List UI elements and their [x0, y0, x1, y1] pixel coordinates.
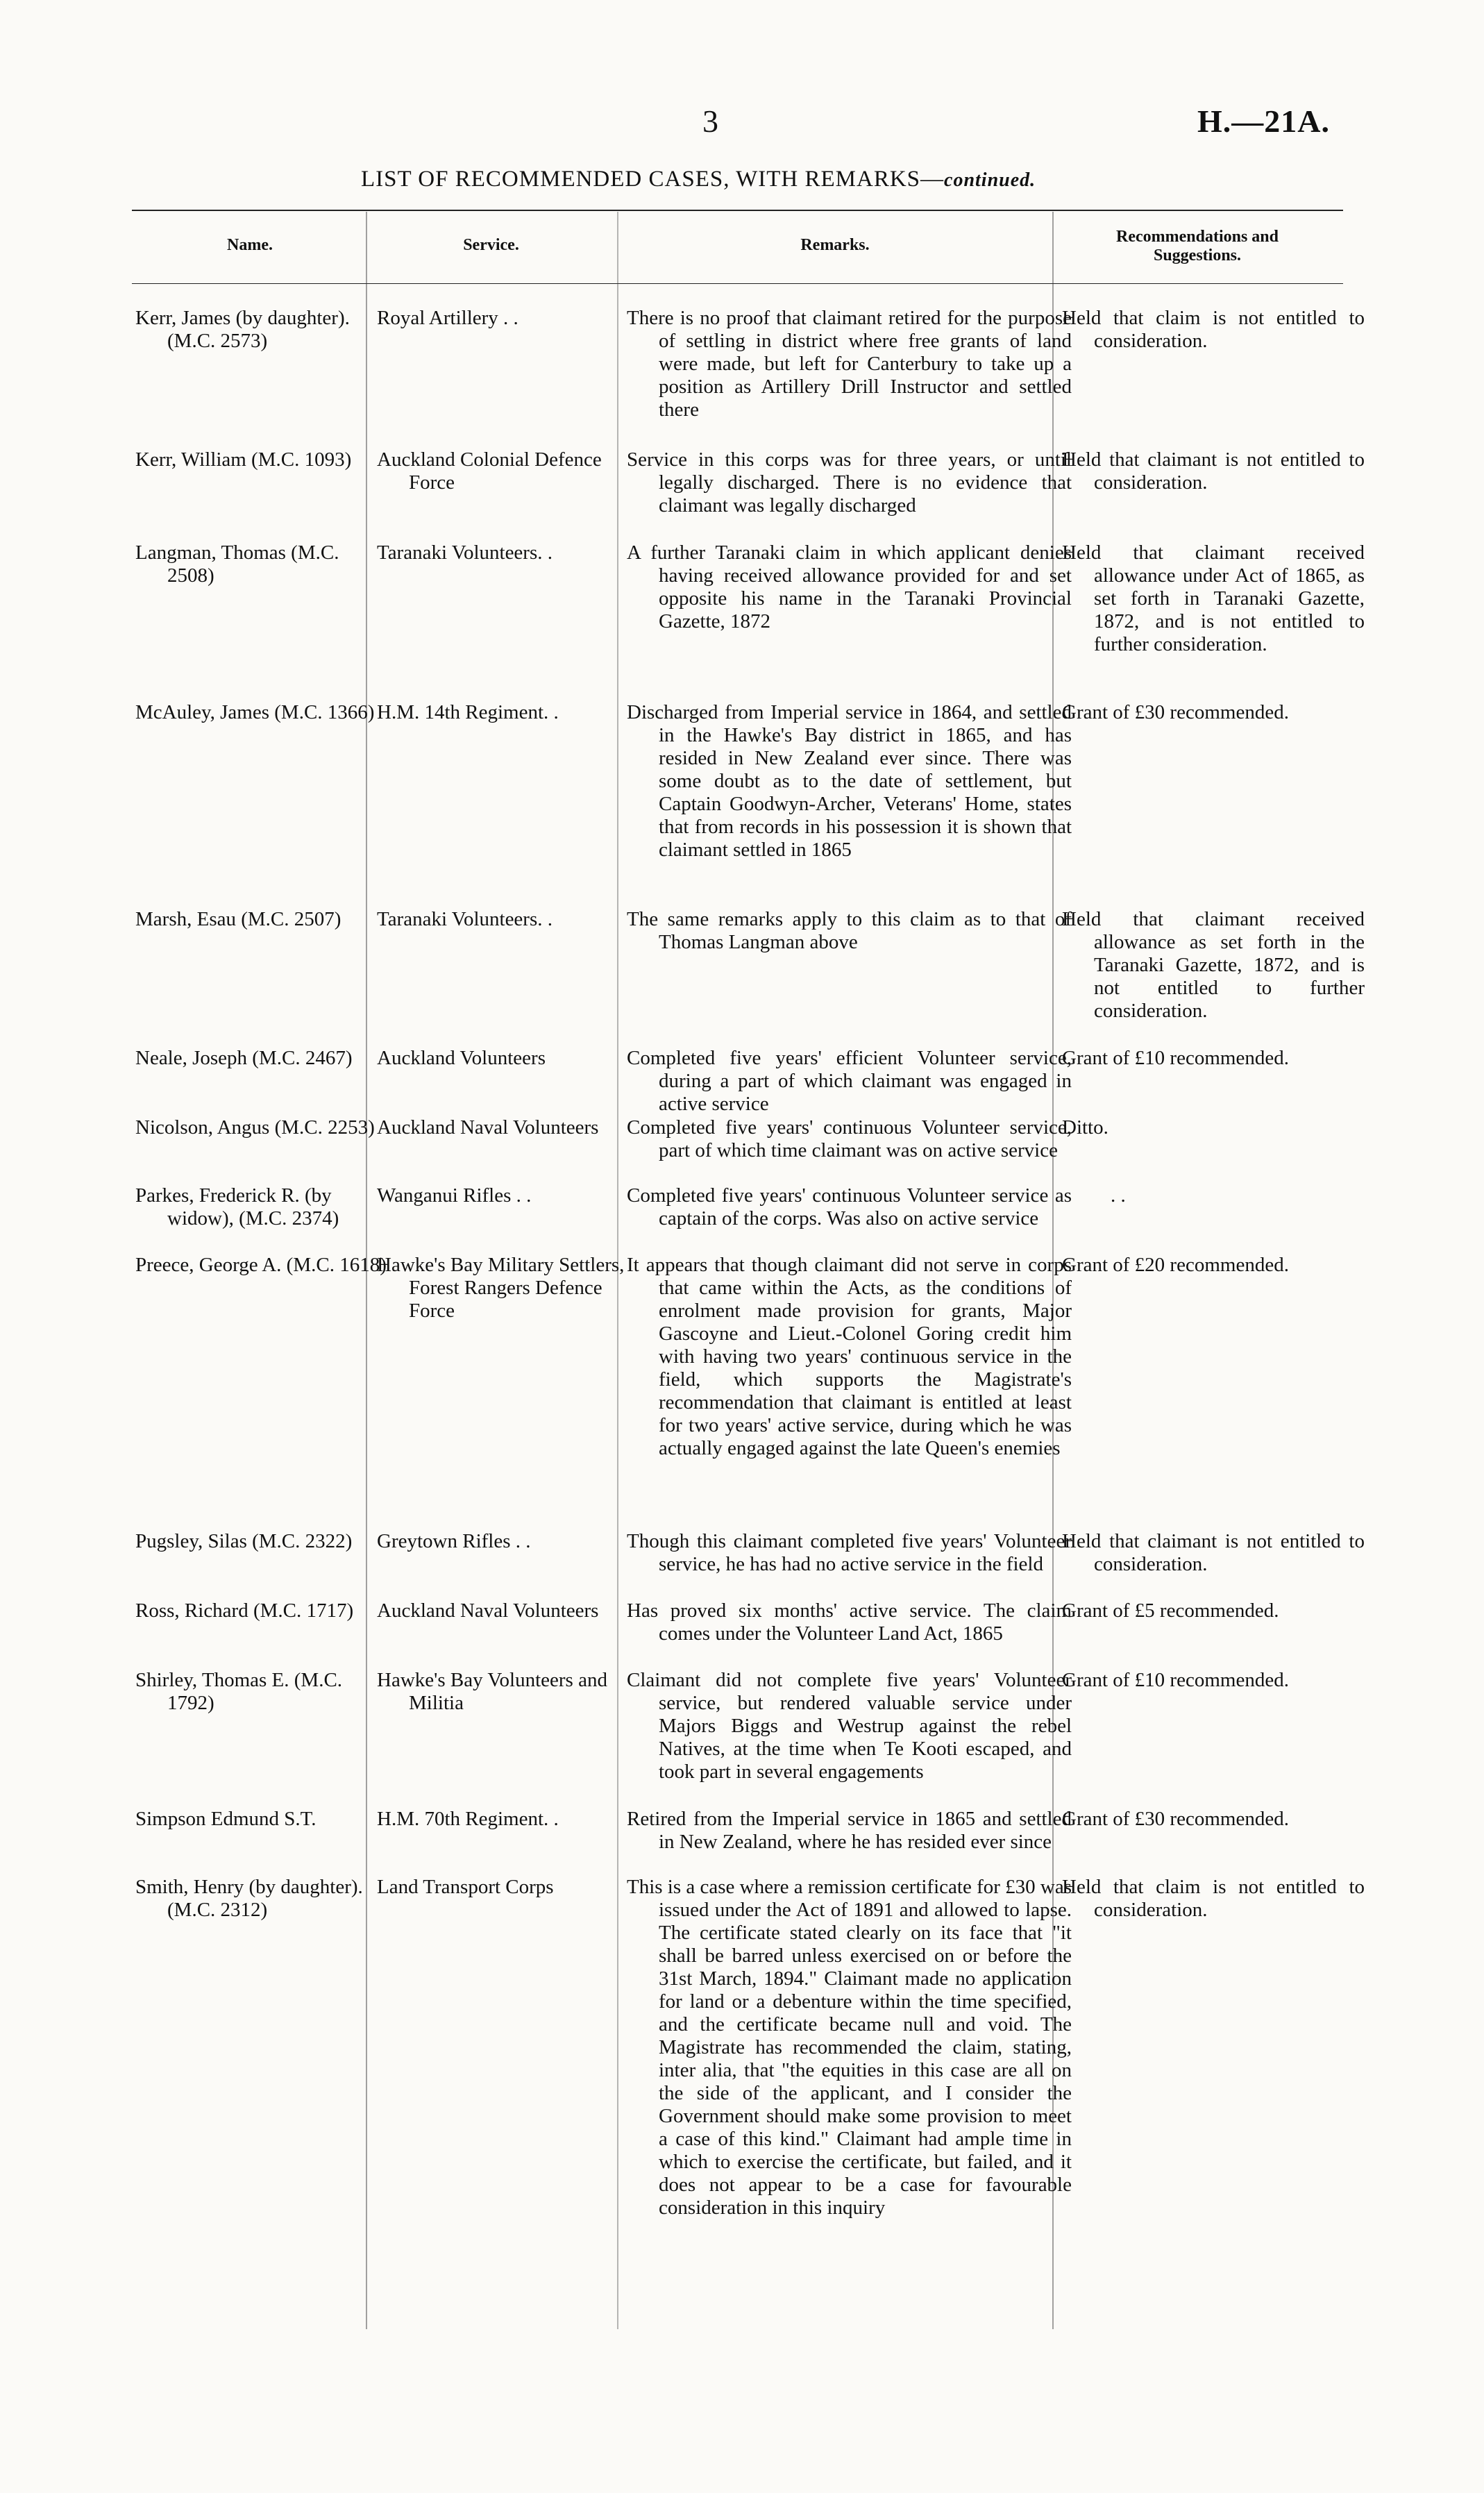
row-recommendation: Grant of £20 recommended. — [1062, 1254, 1289, 1276]
row-name: Neale, Joseph (M.C. 2467) — [135, 1047, 353, 1069]
row-name: Marsh, Esau (M.C. 2507) — [135, 908, 342, 930]
table-top-rule — [132, 210, 1343, 211]
row-service: Land Transport Corps — [377, 1876, 554, 1898]
row-recommendation: Held that claimant received allowance under Act of 1865, as set forth in Taranaki Gazette, 1872, and is not entitled to further consideration. — [1062, 542, 1365, 655]
row-remarks: Though this claimant completed five years' Volunteer service, he has had no active service in the field — [627, 1530, 1072, 1575]
list-title — [361, 167, 1036, 192]
row-recommendation: Held that claim is not entitled to consideration. — [1062, 307, 1365, 352]
row-name: Kerr, James (by daughter). (M.C. 2573) — [135, 307, 350, 352]
row-remarks: Has proved six months' active service. The claim comes under the Volunteer Land Act, 1865 — [627, 1600, 1072, 1645]
row-recommendation: Held that claimant received allowance as set forth in the Taranaki Gazette, 1872, and is not entitled to further consideration. — [1062, 908, 1365, 1022]
row-name: Langman, Thomas (M.C. 2508) — [135, 542, 339, 587]
row-remarks: Claimant did not complete five years' Volunteer service, but rendered valuable service under Majors Biggs and Westrup against the rebel Natives, at the time when Te Kooti escaped, and took part in several engagements — [627, 1669, 1072, 1783]
row-name: Pugsley, Silas (M.C. 2322) — [135, 1530, 353, 1552]
row-remarks: This is a case where a remission certificate for £30 was issued under the Act of 1891 and allowed to lapse. The certificate stated clearly on its face that "it shall be barred unless exercised on or before the 31st March, 1894." Claimant made no application for land or a debenture within the time specified, and the certificate became null and void. The Magistrate has recommended the claim, stating, inter alia, that "the equities in this case are all on the side of the applicant, and I consider the Government should make some provision to meet a case of this kind." Claimant had ample time in which to exercise the certificate, but failed, and it does not appear to be a case for favourable consideration in this inquiry — [627, 1876, 1072, 2219]
row-name: Kerr, William (M.C. 1093) — [135, 448, 352, 471]
page-number: 3 — [702, 103, 718, 139]
row-service: Hawke's Bay Military Settlers, Forest Rangers Defence Force — [377, 1254, 625, 1322]
row-remarks: There is no proof that claimant retired for the purpose of settling in district where free grants of land were made, but left for Canterbury to take up a position as Artillery Drill Instructor and settled there — [627, 307, 1072, 421]
row-name: Nicolson, Angus (M.C. 2253) — [135, 1116, 375, 1139]
row-remarks: Discharged from Imperial service in 1864, and settled in the Hawke's Bay district in 1865, and has resided in New Zealand ever since. There was some doubt as to the date of settlement, but Captain Goodwyn-Archer, Veterans' Home, states that from records in his possession it is shown that claimant settled in 1865 — [627, 701, 1072, 861]
row-recommendation: Grant of £30 recommended. — [1062, 701, 1289, 723]
row-service: H.M. 70th Regiment. . — [377, 1808, 559, 1830]
row-recommendation: Held that claimant is not entitled to consideration. — [1062, 448, 1365, 494]
row-recommendation: Ditto. — [1062, 1116, 1108, 1139]
document-reference: H.—21A. — [1197, 103, 1330, 139]
row-name: Shirley, Thomas E. (M.C. 1792) — [135, 1669, 343, 1714]
row-name: McAuley, James (M.C. 1366) — [135, 701, 375, 723]
row-service: Auckland Colonial Defence Force — [377, 448, 602, 494]
row-remarks: Retired from the Imperial service in 1865 and settled in New Zealand, where he has resided ever since — [627, 1808, 1072, 1853]
row-service: Wanganui Rifles . . — [377, 1184, 532, 1207]
row-name: Preece, George A. (M.C. 1618) — [135, 1254, 387, 1276]
list-title-suffix: continued. — [944, 169, 1036, 191]
row-remarks: It appears that though claimant did not serve in corps that came within the Acts, as the conditions of enrolment made provision for grants, Major Gascoyne and Lieut.-Colonel Goring credit him with having two years' continuous service in the field, which supports the Magistrate's recommendation that claimant is entitled at least for two years' active service, during which he was actually engaged against the late Queen's enemies — [627, 1254, 1072, 1459]
row-recommendation: Grant of £10 recommended. — [1062, 1669, 1289, 1691]
row-service: Auckland Naval Volunteers — [377, 1116, 599, 1139]
row-remarks: Completed five years' continuous Volunteer service, part of which time claimant was on active service — [627, 1116, 1072, 1161]
column-header-recommendations: Recommendations and Suggestions. — [1115, 228, 1279, 265]
row-service: Royal Artillery . . — [377, 307, 518, 329]
row-service: Auckland Volunteers — [377, 1047, 546, 1069]
row-remarks: The same remarks apply to this claim as to that of Thomas Langman above — [627, 908, 1072, 953]
row-recommendation: Grant of £10 recommended. — [1062, 1047, 1289, 1069]
row-name: Smith, Henry (by daughter). (M.C. 2312) — [135, 1876, 363, 1921]
row-remarks: Service in this corps was for three years, or until legally discharged. There is no evidence that claimant was legally discharged — [627, 448, 1072, 517]
column-header-name: Name. — [227, 236, 273, 254]
header-bottom-rule — [132, 283, 1343, 284]
row-recommendation: Held that claim is not entitled to consideration. — [1062, 1876, 1365, 1921]
column-header-remarks: Remarks. — [800, 236, 870, 254]
list-title-text: LIST OF RECOMMENDED CASES, WITH REMARKS— — [361, 167, 945, 192]
row-service: Taranaki Volunteers. . — [377, 908, 553, 930]
row-remarks: Completed five years' efficient Volunteer service, during a part of which claimant was engaged in active service — [627, 1047, 1072, 1115]
row-recommendation: Grant of £30 recommended. — [1062, 1808, 1289, 1830]
row-recommendation: . . — [1111, 1184, 1126, 1207]
row-remarks: A further Taranaki claim in which applicant denies having received allowance provided for and set opposite his name in the Taranaki Provincial Gazette, 1872 — [627, 542, 1072, 632]
row-name: Parkes, Frederick R. (by widow), (M.C. 2374) — [135, 1184, 339, 1229]
row-service: Auckland Naval Volunteers — [377, 1600, 599, 1622]
row-name: Simpson Edmund S.T. — [135, 1808, 317, 1830]
row-service: Hawke's Bay Volunteers and Militia — [377, 1669, 607, 1714]
row-recommendation: Grant of £5 recommended. — [1062, 1600, 1279, 1622]
row-name: Ross, Richard (M.C. 1717) — [135, 1600, 354, 1622]
row-recommendation: Held that claimant is not entitled to consideration. — [1062, 1530, 1365, 1575]
row-remarks: Completed five years' continuous Volunteer service as captain of the corps. Was also on active service — [627, 1184, 1072, 1229]
column-header-service: Service. — [463, 236, 519, 254]
row-service: Taranaki Volunteers. . — [377, 542, 553, 564]
row-service: H.M. 14th Regiment. . — [377, 701, 559, 723]
row-service: Greytown Rifles . . — [377, 1530, 531, 1552]
